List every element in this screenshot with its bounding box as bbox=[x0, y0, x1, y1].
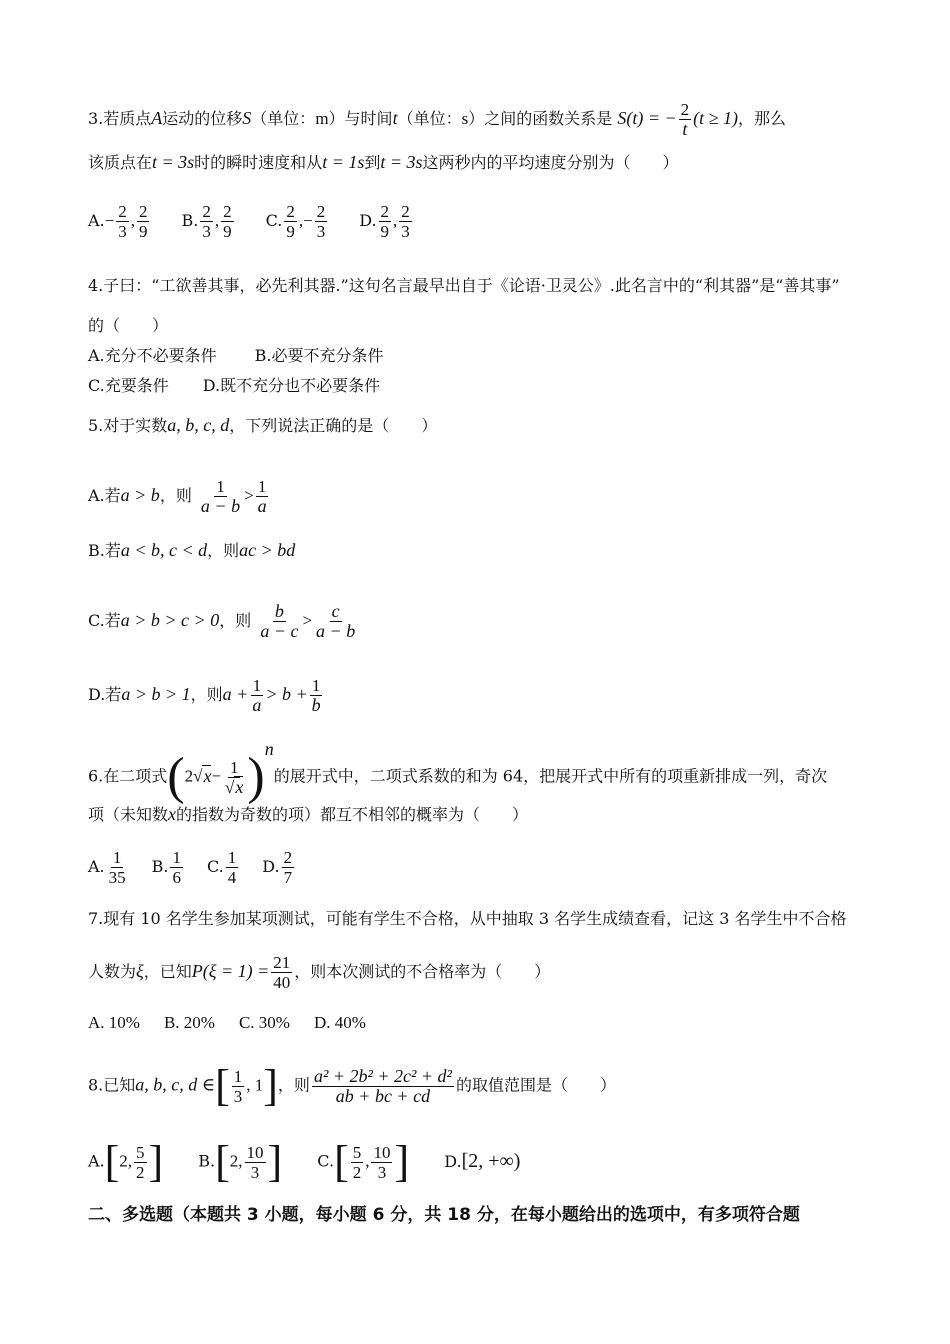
fraction bbox=[137, 202, 150, 241]
q3-line2 bbox=[88, 152, 679, 173]
q4-options-row1 bbox=[88, 346, 384, 366]
text: 的取值范围是（ ） bbox=[455, 1075, 616, 1095]
q5-option-d bbox=[88, 676, 325, 715]
label: A. bbox=[88, 857, 105, 876]
fraction bbox=[399, 202, 412, 241]
denominator: 3 bbox=[401, 222, 410, 241]
q4-line1: 4.子曰：“工欲善其事，必先利其器.”这句名言最早出自于《论语·卫灵公》.此名言中的“利其器”是“善其事” bbox=[88, 276, 840, 295]
q3-text: ）之间的函数关系是 bbox=[468, 109, 613, 128]
denominator: 3 bbox=[233, 1086, 243, 1106]
condition: a > b > 1 bbox=[121, 684, 191, 704]
q6-option-d bbox=[262, 848, 296, 887]
q7-option-b: B. 20% bbox=[163, 1013, 215, 1032]
fraction bbox=[221, 202, 234, 241]
fraction bbox=[310, 676, 323, 715]
q7-line2 bbox=[88, 953, 550, 992]
left-paren: ( bbox=[167, 748, 185, 805]
q3-text: （单位： bbox=[397, 109, 462, 128]
comma: , bbox=[365, 1151, 370, 1171]
fraction bbox=[271, 953, 292, 992]
denominator: 2 bbox=[136, 1162, 145, 1182]
numerator: 1 bbox=[257, 477, 267, 496]
q8-option-b bbox=[198, 1137, 283, 1186]
denominator: b bbox=[311, 695, 321, 715]
q3-option-a bbox=[88, 202, 151, 241]
fraction bbox=[379, 202, 392, 241]
numerator: 1 bbox=[112, 848, 122, 867]
fraction bbox=[134, 1143, 147, 1182]
q3-time: t = 3s bbox=[152, 152, 195, 172]
comma: , bbox=[214, 211, 220, 230]
bracket: ] bbox=[394, 1137, 410, 1186]
lower: 2, bbox=[119, 1151, 133, 1171]
numerator: 2 bbox=[283, 848, 293, 867]
sign: − bbox=[303, 211, 313, 230]
text: 的指数为奇数的项）都互不相邻的概率为（ ） bbox=[176, 805, 529, 824]
text: ，则 bbox=[219, 611, 252, 630]
q3-fraction bbox=[679, 100, 692, 139]
q3-text: 运动的位移 bbox=[162, 109, 243, 128]
denominator: 3 bbox=[316, 222, 326, 241]
q3-options bbox=[88, 202, 444, 241]
var-xi: ξ bbox=[136, 961, 144, 981]
operator: > bbox=[244, 486, 254, 505]
q4-option-d: D.既不充分也不必要条件 bbox=[202, 376, 381, 395]
text: ，则 bbox=[159, 486, 192, 505]
probability: P(ξ = 1) = bbox=[191, 961, 270, 981]
numerator: 1 bbox=[172, 848, 181, 867]
text: ，则 bbox=[207, 541, 240, 560]
condition: a > b > c > 0 bbox=[120, 610, 220, 630]
q3-unit-s: s bbox=[461, 109, 469, 128]
denominator: a bbox=[257, 496, 267, 516]
q3-line1 bbox=[88, 100, 786, 139]
label: D. bbox=[359, 211, 377, 230]
numerator: b bbox=[274, 601, 284, 621]
q7-option-c: C. 30% bbox=[238, 1013, 290, 1032]
numerator: 1 bbox=[252, 676, 262, 695]
numerator: 2 bbox=[680, 100, 690, 119]
q4-option-a: A.充分不必要条件 bbox=[88, 346, 217, 365]
numerator: 2 bbox=[380, 202, 390, 221]
q3-var-S: S bbox=[242, 108, 252, 128]
fraction bbox=[351, 1143, 364, 1182]
q3-text: 3.若质点 bbox=[88, 109, 152, 128]
label: A. bbox=[88, 1151, 105, 1171]
bracket: ] bbox=[267, 1137, 283, 1186]
fraction bbox=[245, 1143, 266, 1182]
denominator: a − b bbox=[200, 496, 241, 516]
q5-option-b bbox=[88, 540, 295, 561]
denominator: 40 bbox=[273, 973, 291, 992]
bracket: [ bbox=[334, 1137, 349, 1186]
denominator: a − b bbox=[316, 621, 356, 641]
label: C. bbox=[317, 1151, 335, 1171]
label: B. bbox=[181, 211, 199, 230]
label: C. bbox=[206, 857, 224, 876]
q7-option-a: A. 10% bbox=[88, 1013, 140, 1032]
q6-line1 bbox=[88, 739, 828, 805]
sqrt-sign: √ bbox=[193, 766, 203, 786]
text: 8.已知 bbox=[88, 1075, 136, 1095]
fraction bbox=[315, 202, 328, 241]
label: D. bbox=[262, 857, 280, 876]
denominator: 3 bbox=[250, 1162, 260, 1182]
operator: > bbox=[302, 611, 313, 630]
comma: , bbox=[298, 211, 304, 230]
q3-text: ，那么 bbox=[738, 109, 787, 128]
right-bracket: ] bbox=[263, 1061, 278, 1110]
denominator: 3 bbox=[118, 222, 127, 241]
q8-stem bbox=[88, 1061, 616, 1110]
denominator: 4 bbox=[227, 868, 237, 887]
q3-text: （单位： bbox=[251, 109, 316, 128]
label: B.若 bbox=[88, 541, 121, 560]
fraction bbox=[107, 848, 128, 887]
numerator: 2 bbox=[223, 202, 232, 221]
condition: a > b bbox=[120, 485, 160, 505]
q4-line2: 的（ ） bbox=[88, 316, 169, 335]
denominator: 2 bbox=[352, 1162, 362, 1182]
text: 6.在二项式 bbox=[88, 766, 168, 786]
label: A.若 bbox=[88, 486, 121, 505]
result: ac > bd bbox=[239, 540, 296, 560]
numerator: 2 bbox=[286, 202, 295, 221]
fraction bbox=[282, 848, 295, 887]
fraction bbox=[371, 1143, 392, 1182]
denominator: a bbox=[252, 695, 262, 715]
denominator: 6 bbox=[172, 868, 181, 887]
fraction bbox=[170, 848, 183, 887]
fraction bbox=[200, 202, 213, 241]
section2-heading: 二、多选题（本题共 3 小题，每小题 6 分，共 18 分，在每小题给出的选项中，有多项符合题 bbox=[88, 1205, 800, 1225]
denominator: 35 bbox=[108, 868, 126, 887]
q5-stem bbox=[88, 415, 437, 436]
coefficient: 2 bbox=[184, 766, 194, 786]
numerator: 10 bbox=[373, 1142, 391, 1162]
q3-option-c bbox=[266, 202, 330, 241]
numerator: 2 bbox=[118, 202, 127, 221]
lower: 2, bbox=[229, 1151, 243, 1171]
numerator: 2 bbox=[138, 202, 148, 221]
q3-text: 时的瞬时速度和从 bbox=[194, 153, 323, 172]
q3-option-d bbox=[359, 202, 414, 241]
q3-unit-m: m bbox=[315, 109, 329, 128]
q3-option-b bbox=[181, 202, 235, 241]
fraction bbox=[226, 848, 239, 887]
label: C. bbox=[265, 211, 283, 230]
denominator: a − c bbox=[260, 621, 299, 641]
denominator: 3 bbox=[377, 1162, 387, 1182]
q5-option-c bbox=[88, 602, 359, 641]
q8-option-c bbox=[317, 1137, 410, 1186]
q3-text: ）与时间 bbox=[328, 109, 393, 128]
label: D. bbox=[444, 1151, 462, 1171]
comma: , bbox=[393, 211, 398, 230]
q6-option-b bbox=[152, 848, 185, 887]
fraction bbox=[314, 602, 357, 641]
q3-text: 该质点在 bbox=[88, 153, 153, 172]
radicand: x bbox=[203, 765, 212, 786]
q6-line2 bbox=[88, 804, 528, 825]
numerator: 1 bbox=[233, 1066, 243, 1086]
q3-time: t = 3s bbox=[380, 152, 423, 172]
label: B. bbox=[198, 1151, 216, 1171]
fraction bbox=[256, 477, 269, 516]
comma: , bbox=[130, 211, 135, 230]
bound: , 1 bbox=[246, 1075, 264, 1095]
denominator: 9 bbox=[286, 222, 295, 241]
fraction bbox=[250, 676, 263, 715]
numerator: 21 bbox=[273, 953, 291, 972]
numerator: 10 bbox=[246, 1142, 264, 1162]
bracket: [ bbox=[104, 1137, 120, 1186]
numerator: 5 bbox=[136, 1142, 145, 1162]
sign: − bbox=[104, 211, 115, 230]
fraction bbox=[223, 758, 245, 797]
label: C.若 bbox=[88, 611, 121, 630]
denominator: 9 bbox=[138, 222, 148, 241]
fraction bbox=[258, 602, 300, 641]
text: 人数为 bbox=[88, 962, 137, 981]
fraction bbox=[116, 202, 129, 241]
text: ，则 bbox=[277, 1075, 310, 1095]
q5-text: 5.对于实数 bbox=[88, 416, 168, 435]
operator: − bbox=[211, 766, 222, 786]
text: ，已知 bbox=[143, 962, 192, 981]
operator: > b + bbox=[265, 684, 308, 704]
q3-var-t: t bbox=[392, 108, 398, 128]
denominator: 9 bbox=[223, 222, 232, 241]
numerator: 2 bbox=[316, 202, 326, 221]
bracket: ] bbox=[148, 1137, 164, 1186]
q5-text: ，下列说法正确的是（ ） bbox=[229, 416, 438, 435]
numerator: 1 bbox=[227, 848, 237, 867]
label: A. bbox=[88, 211, 105, 230]
fraction bbox=[232, 1067, 245, 1106]
q7-line1: 7.现有 10 名学生参加某项测试，可能有学生不合格，从中抽取 3 名学生成绩查看，记这 3 名学生中不合格 bbox=[88, 909, 847, 928]
numerator: 1 bbox=[216, 477, 225, 496]
left-bracket: [ bbox=[215, 1061, 230, 1110]
text: ，则本次测试的不合格率为（ ） bbox=[294, 962, 551, 981]
vars: a, b, c, d ∈ bbox=[135, 1074, 216, 1095]
numerator: a² + 2b² + 2c² + d² bbox=[313, 1065, 452, 1086]
q4-options-row2 bbox=[88, 376, 380, 396]
q7-options bbox=[88, 1013, 396, 1033]
text: 的展开式中，二项式系数的和为 64，把展开式中所有的项重新排成一列，奇次 bbox=[273, 766, 828, 786]
var-x: x bbox=[168, 804, 177, 824]
denominator: 7 bbox=[283, 868, 293, 887]
text: 项（未知数 bbox=[88, 805, 169, 824]
numerator: 5 bbox=[352, 1142, 362, 1162]
q8-option-d bbox=[444, 1151, 520, 1172]
numerator: 1 bbox=[229, 757, 239, 777]
q4-option-b: B.必要不充分条件 bbox=[254, 346, 384, 365]
q7-option-d: D. 40% bbox=[313, 1013, 366, 1032]
radicand: x bbox=[235, 776, 244, 797]
label: B. bbox=[151, 857, 169, 876]
numerator: 2 bbox=[202, 202, 211, 221]
label: D.若 bbox=[88, 685, 122, 704]
bracket: [ bbox=[215, 1137, 230, 1186]
q6-option-c bbox=[207, 848, 240, 887]
q3-time: t = 1s bbox=[322, 152, 365, 172]
q3-text: 这两秒内的平均速度分别为（ ） bbox=[422, 153, 679, 172]
fraction bbox=[312, 1067, 454, 1106]
fraction bbox=[199, 477, 242, 516]
q5-option-a bbox=[88, 477, 271, 516]
q3-function: S(t) = − bbox=[617, 108, 677, 128]
right-paren: ) bbox=[247, 748, 265, 805]
text: ，则 bbox=[190, 685, 223, 704]
numerator: c bbox=[331, 601, 340, 621]
interval: [2, +∞) bbox=[461, 1149, 521, 1172]
numerator: 1 bbox=[311, 676, 321, 695]
denominator: √x bbox=[225, 776, 244, 797]
q4-option-c: C.充要条件 bbox=[88, 376, 169, 395]
q3-condition: (t ≥ 1) bbox=[693, 108, 738, 128]
fraction bbox=[284, 202, 297, 241]
denominator: 9 bbox=[380, 222, 390, 241]
q6-options bbox=[88, 848, 318, 887]
numerator: 2 bbox=[401, 202, 410, 221]
q8-options bbox=[88, 1137, 550, 1186]
q3-var-A: A bbox=[151, 108, 163, 128]
exponent: n bbox=[264, 739, 274, 760]
denominator: ab + bc + cd bbox=[335, 1085, 431, 1106]
denominator: 3 bbox=[202, 222, 211, 241]
q5-vars: a, b, c, d bbox=[167, 415, 230, 435]
q8-option-a bbox=[88, 1137, 164, 1186]
q6-option-a bbox=[88, 848, 130, 887]
denominator: t bbox=[682, 119, 688, 139]
condition: a < b, c < d bbox=[120, 540, 208, 560]
term: a + bbox=[222, 684, 249, 704]
q3-text: 到 bbox=[364, 153, 381, 172]
